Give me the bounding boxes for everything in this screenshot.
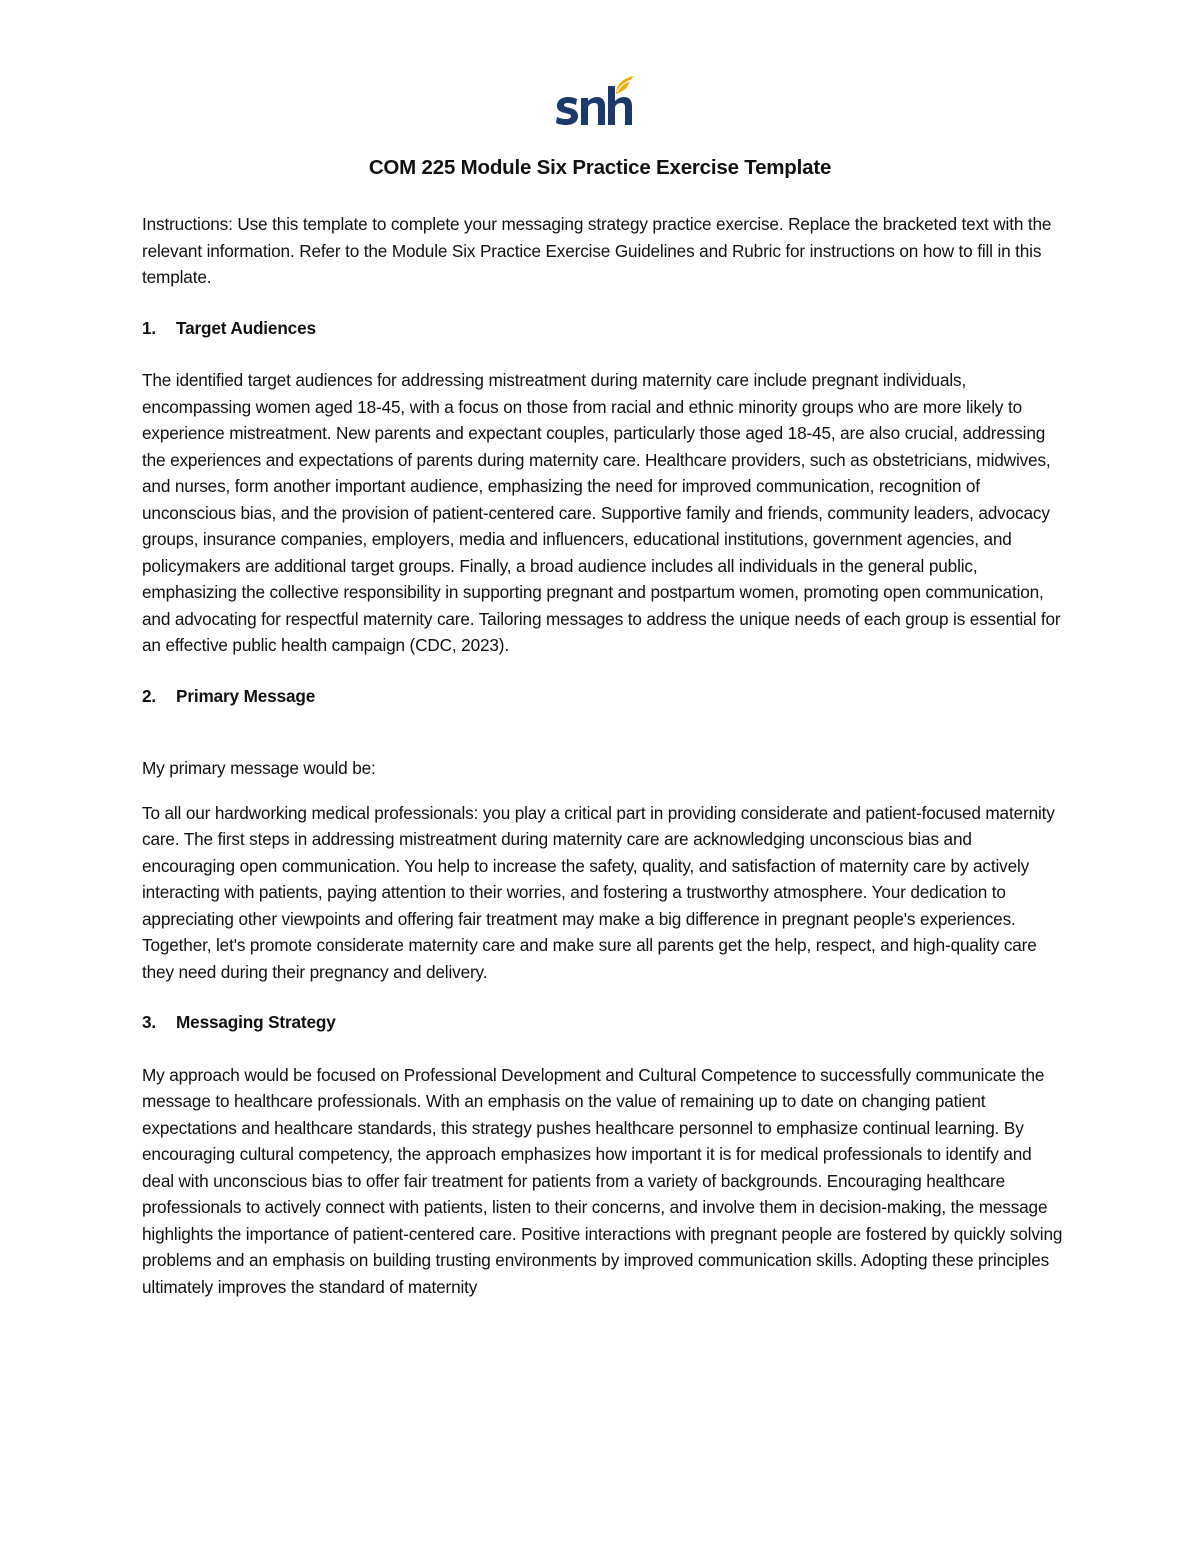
- instructions-paragraph: Instructions: Use this template to complete your messaging strategy practice exercise. Replace the bracketed text with the relevant information. Refer to the Module Six Practice Exercise Guidelines and Rubric for instructions on how to fill in this template.: [142, 214, 1052, 287]
- messaging-strategy-paragraph: My approach would be focused on Professional Development and Cultural Competence to successfully communicate the message to healthcare professionals. With an emphasis on the value of remaining up to date on changing patient expectations and healthcare standards, this strategy pushes healthcare personnel to emphasize continual learning. By encouraging cultural competency, the approach emphasizes how important it is for medical professionals to identify and deal with unconscious bias to offer fair treatment for patients from a variety of backgrounds. Encouraging healthcare professionals to actively connect with patients, listen to their concerns, and involve them in decision-making, the message highlights the importance of patient-centered care. Positive interactions with pregnant people are fostered by quickly solving problems and an emphasis on building trusting environments by improved communication skills. Adopting these principles ultimately improves the standard of maternity: [142, 1064, 1063, 1297]
- snhu-logo: [554, 72, 640, 134]
- section-number: 1.: [142, 317, 157, 338]
- section-heading-text: Primary Message: [176, 685, 316, 706]
- primary-message-paragraph: To all our hardworking medical professionals: you play a critical part in providing considerate and patient-focused maternity care. The first steps in addressing mistreatment during maternity care are acknowledging unconscious bias and encouraging open communication. You help to increase the safety, quality, and satisfaction of maternity care by actively interacting with patients, paying attention to their worries, and fostering a trustworthy atmosphere. Your dedication to appreciating other viewpoints and offering fair treatment may make a big difference in pregnant people's experiences. Together, let's promote considerate maternity care and make sure all parents get the help, respect, and high-quality care they need during their pregnancy and delivery.: [142, 802, 1055, 982]
- primary-message-intro: My primary message would be:: [142, 758, 376, 778]
- document-title: COM 225 Module Six Practice Exercise Template: [368, 156, 832, 179]
- section-heading-target-audiences: [142, 315, 1066, 342]
- section-heading-text: Messaging Strategy: [176, 1012, 336, 1032]
- document-body: [142, 211, 1066, 1300]
- snhu-logo-graphic: [554, 72, 640, 134]
- section-number: 3.: [142, 1012, 157, 1032]
- target-audiences-paragraph: The identified target audiences for addressing mistreatment during maternity care include pregnant individuals, encompassing women aged 18-45, with a focus on those from racial and ethnic minority groups who are more likely to experience mistreatment. New parents and expectant couples, particularly those aged 18-45, are also crucial, addressing the experiences and expectations of parents during maternity care. Healthcare providers, such as obstetricians, midwives, and nurses, form another important audience, emphasizing the need for improved communication, recognition of unconscious bias, and the provision of patient-centered care. Supportive family and friends, community leaders, advocacy groups, insurance companies, employers, media and influencers, educational institutions, government agencies, and policymakers are additional target groups. Finally, a broad audience includes all individuals in the general public, emphasizing the collective responsibility in supporting pregnant and postpartum women, promoting open communication, and advocating for respectful maternity care. Tailoring messages to address the unique needs of each group is essential for an effective public health campaign (CDC, 2023).: [142, 370, 1061, 655]
- section-heading-messaging-strategy: [142, 1009, 1066, 1036]
- section-number: 2.: [142, 685, 157, 706]
- section-heading-primary-message: [142, 683, 1066, 710]
- section-heading-text: Target Audiences: [176, 317, 316, 338]
